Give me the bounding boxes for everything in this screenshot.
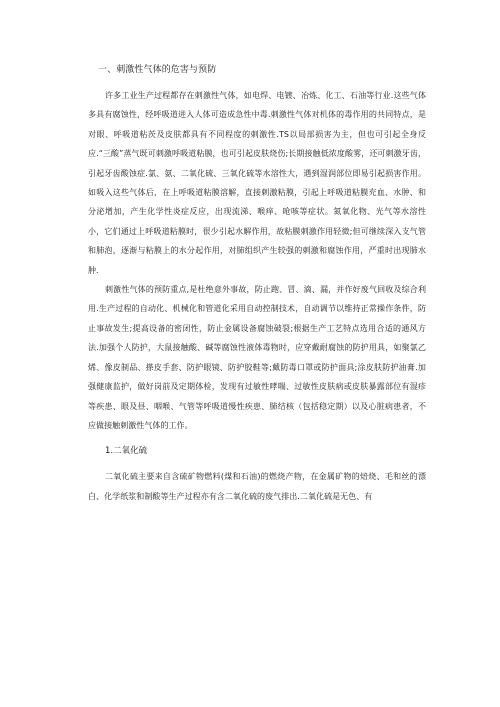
paragraph-hazards: 许多工业生产过程都存在刺激性气体，如电焊、电镀、冶炼、化工、石油等行业.这些气体多具有腐蚀性，经呼吸道进入人体可造成急性中毒.刺激性气体对机体的毒作用的共同特点，是对眼、呼吸道粘茨及皮肤都具有不同程度的刺激性.TS以局部损害为主，但也可引起全身反应.“三酸”蒸气既可刺激呼吸道粘膜，也可引起皮肤烧伤;长期接触低浓度酸雾，还可刺激牙齿，引起牙齿酸蚀症.氯、氨、二氧化硫、三氧化硫等水溶性大，遇到湿润部位即易引起损害作用。如吸入这些气体后，在上呼吸道粘膜溶解，直接刺激粘膜，引起上呼吸道粘膜充血、水肿、和分泌增加，产生化学性炎症反应，出现流涕、喉痒、呛咳等症状。氮氧化物、光气等水溶性小，它们通过上呼吸道粘膜时，很少引起水解作用，故粘膜刺激作用轻微;但可继续深入支气管和肺泡，逐渐与粘膜上的水分起作用，对肺组织产生较强的刺激和腐蚀作用，严重时出现肺水肿. [88,91,426,275]
sub-heading-sulfur-dioxide: 1.二氧化硫 [105,446,148,457]
section-title: 一、刺激性气体的危害与预防 [98,65,217,75]
document-body [88,64,426,506]
paragraph-prevention: 刺激性气体的预防重点,是杜绝意外事故，防止跑、冒、滴、漏，并作好废气回收及综合利用.生产过程的自动化、机械化和管道化采用自动控制技术，自动调节以维持正常操作条件，防止事故发生;提高设备的密闭性，防止金属设备腐蚀破裂;根据生产工艺特点选用合适的通风方法.加强个人防护，大鼠接触酸、碱等腐蚀性液体毒物时，应穿戴耐腐蚀的防护用具，如聚氯乙烯、像皮制品、搽皮手套、防护眼镜、防护胶鞋等;戴防毒口罩或防护面具;涂皮肤防护油膏.加强健康监护，做好岗前及定期体检，发现有过敏性哮喘、过敏性皮肤病或皮肤暴露部位有湿疹等疾患、眼及昼、咽喉、气管等呼吸道慢性疾患、肺结核（包括稳定期）以及心脏病患者，不应做接触刺激性气体的工作。 [88,285,426,430]
paragraph-sulfur-dioxide: 二氧化硫主要来自含硫矿物燃料(煤和石油)的燃烧产物，在金属矿物的焙烧、毛和丝的漂白、化学纸浆和制酸等生产过程亦有含二氧化硫的废气排出.二氧化硫是无色、有 [88,472,426,501]
